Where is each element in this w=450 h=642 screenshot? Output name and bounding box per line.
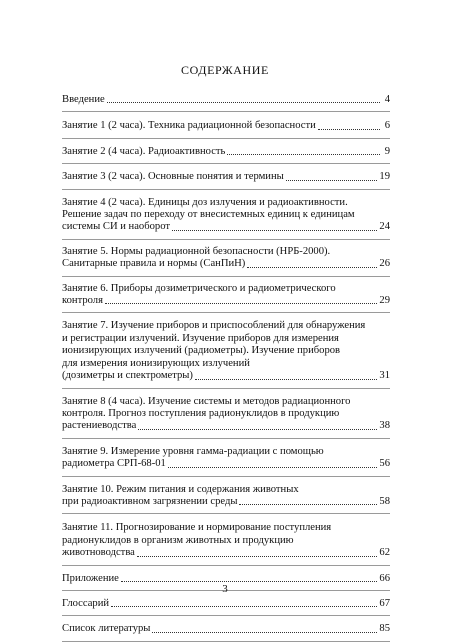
entry-divider — [62, 565, 390, 566]
toc-entry-page-number: 85 — [379, 623, 390, 635]
toc-entry-page-number: 62 — [379, 547, 390, 559]
toc-entry-last-line — [62, 171, 390, 183]
toc-entry-text-line: (дозиметры и спектрометры) — [62, 370, 193, 382]
toc-entry-text-line: Занятие 3 (2 часа). Основные понятия и термины — [62, 171, 284, 183]
toc-entry-last-line — [62, 221, 390, 233]
entry-divider — [62, 189, 390, 190]
entry-divider — [62, 513, 390, 514]
toc-entry-text-line: Занятие 2 (4 часа). Радиоактивность — [62, 145, 226, 157]
dot-leader — [168, 466, 378, 468]
toc-entry-text-line: Занятие 1 (2 часа). Техника радиационной безопасности — [62, 120, 316, 132]
toc-entry — [62, 623, 390, 635]
toc-entry — [62, 396, 390, 433]
toc-entry-text-line: Занятие 4 (2 часа). Единицы доз излучения и радиоактивности. — [62, 196, 348, 208]
dot-leader — [172, 229, 377, 231]
toc-entry-text-line: контроля. Прогноз поступления радионуклидов в продукцию — [62, 407, 340, 419]
toc-entry-text-line: при радиоактивном загрязнении среды — [62, 495, 238, 507]
dot-leader — [105, 302, 377, 304]
toc-entry-page-number: 56 — [379, 458, 390, 470]
dot-leader — [137, 555, 378, 557]
entry-divider — [62, 111, 390, 112]
dot-leader — [111, 605, 377, 607]
toc-entry-page-number: 19 — [379, 171, 390, 183]
toc-entry-text-line: Санитарные правила и нормы (СанПиН) — [62, 258, 246, 270]
entry-divider — [62, 438, 390, 439]
toc-entry-page-number: 58 — [379, 495, 390, 507]
toc-entry-text-line: Занятие 9. Измерение уровня гамма-радиации с помощью — [62, 445, 324, 457]
toc-entry-page-number: 31 — [379, 370, 390, 382]
toc-entry-text-line: Список литературы — [62, 623, 151, 635]
toc-entry-page-number: 4 — [384, 94, 390, 105]
dot-leader — [121, 580, 378, 582]
toc-entry-last-line — [62, 94, 390, 106]
toc-entry-last-line — [62, 496, 390, 508]
toc-entry — [62, 283, 390, 308]
toc-entry — [62, 171, 390, 183]
toc-entry-text-line: радиометра СРП-68-01 — [62, 458, 166, 470]
toc-entry — [62, 484, 390, 509]
entry-divider — [62, 276, 390, 277]
dot-leader — [239, 503, 377, 505]
toc-entry — [62, 598, 390, 610]
toc-entry-last-line — [62, 120, 390, 132]
entry-divider — [62, 388, 390, 389]
toc-entry-text-line: радионуклидов в организм животных и продукцию — [62, 534, 294, 546]
toc-entry-text-line: животноводства — [62, 547, 135, 559]
toc-entry-last-line — [62, 295, 390, 307]
toc-entry — [62, 246, 390, 271]
toc-entry-page-number: 6 — [384, 120, 390, 132]
entry-divider — [62, 476, 390, 477]
toc-entry-text-line: Введение — [62, 94, 105, 105]
toc-entry-text-line: контроля — [62, 295, 103, 307]
toc-entry — [62, 320, 390, 382]
toc-entry-text-line: Занятие 8 (4 часа). Изучение системы и методов радиационного — [62, 395, 351, 407]
entry-divider — [62, 138, 390, 139]
dot-leader — [247, 266, 377, 268]
toc-entry-text-line: ионизирующих излучений (радиометры). Изучение приборов — [62, 345, 341, 357]
toc-entry-page-number: 38 — [379, 420, 390, 432]
toc-entry-text-line: Приложение — [62, 572, 119, 584]
toc-entry-page-number: 26 — [379, 258, 390, 270]
toc-entry — [62, 94, 390, 106]
toc-entry-text-line: Решение задач по переходу от внесистемных единиц к единицам — [62, 209, 355, 221]
toc-entry-last-line — [62, 458, 390, 470]
toc-entry-last-line — [62, 146, 390, 158]
toc-entry-last-line — [62, 547, 390, 559]
toc-entry-text-line: Занятие 10. Режим питания и содержания животных — [62, 483, 299, 495]
toc-entry-text-line: Занятие 11. Прогнозирование и нормирование поступления — [62, 522, 332, 534]
toc-entry — [62, 197, 390, 234]
entry-divider — [62, 239, 390, 240]
toc-entry-text-line: Занятие 5. Нормы радиационной безопасности (НРБ-2000). — [62, 245, 331, 257]
toc-entry-last-line — [62, 258, 390, 270]
dot-leader — [152, 631, 377, 633]
toc-entry-text-line: для измерения ионизирующих излучений — [62, 357, 250, 369]
toc-entry-page-number: 29 — [379, 295, 390, 307]
page-title: СОДЕРЖАНИЕ — [181, 63, 269, 77]
toc-entry-text-line: системы СИ и наоборот — [62, 221, 170, 233]
dot-leader — [286, 179, 378, 181]
toc-entry — [62, 522, 390, 559]
toc-entry-text-line: растениеводства — [62, 420, 137, 432]
entry-divider — [62, 312, 390, 313]
toc-entry-last-line — [62, 420, 390, 432]
table-of-contents — [62, 88, 390, 642]
dot-leader — [227, 153, 380, 155]
dot-leader — [107, 101, 380, 103]
dot-leader — [318, 128, 380, 130]
toc-entry-page-number: 67 — [379, 597, 390, 609]
toc-entry — [62, 146, 390, 158]
toc-entry-page-number: 66 — [379, 572, 390, 584]
toc-entry-last-line — [62, 623, 390, 635]
dot-leader — [138, 428, 377, 430]
toc-entry-text-line: Занятие 7. Изучение приборов и приспособлений для обнаружения — [62, 320, 366, 332]
dot-leader — [195, 378, 377, 380]
toc-entry-text-line: Занятие 6. Приборы дозиметрического и радиометрического — [62, 282, 336, 294]
toc-entry-last-line — [62, 598, 390, 610]
page-number: 3 — [222, 583, 228, 595]
entry-divider — [62, 163, 390, 164]
toc-entry-page-number: 24 — [379, 221, 390, 233]
toc-entry-text-line: и регистрации излучений. Изучение приборов для измерения — [62, 332, 339, 344]
toc-entry — [62, 446, 390, 471]
toc-entry-page-number: 9 — [384, 145, 390, 157]
toc-entry-text-line: Глоссарий — [62, 597, 110, 609]
toc-entry-last-line — [62, 370, 390, 382]
toc-entry — [62, 120, 390, 132]
